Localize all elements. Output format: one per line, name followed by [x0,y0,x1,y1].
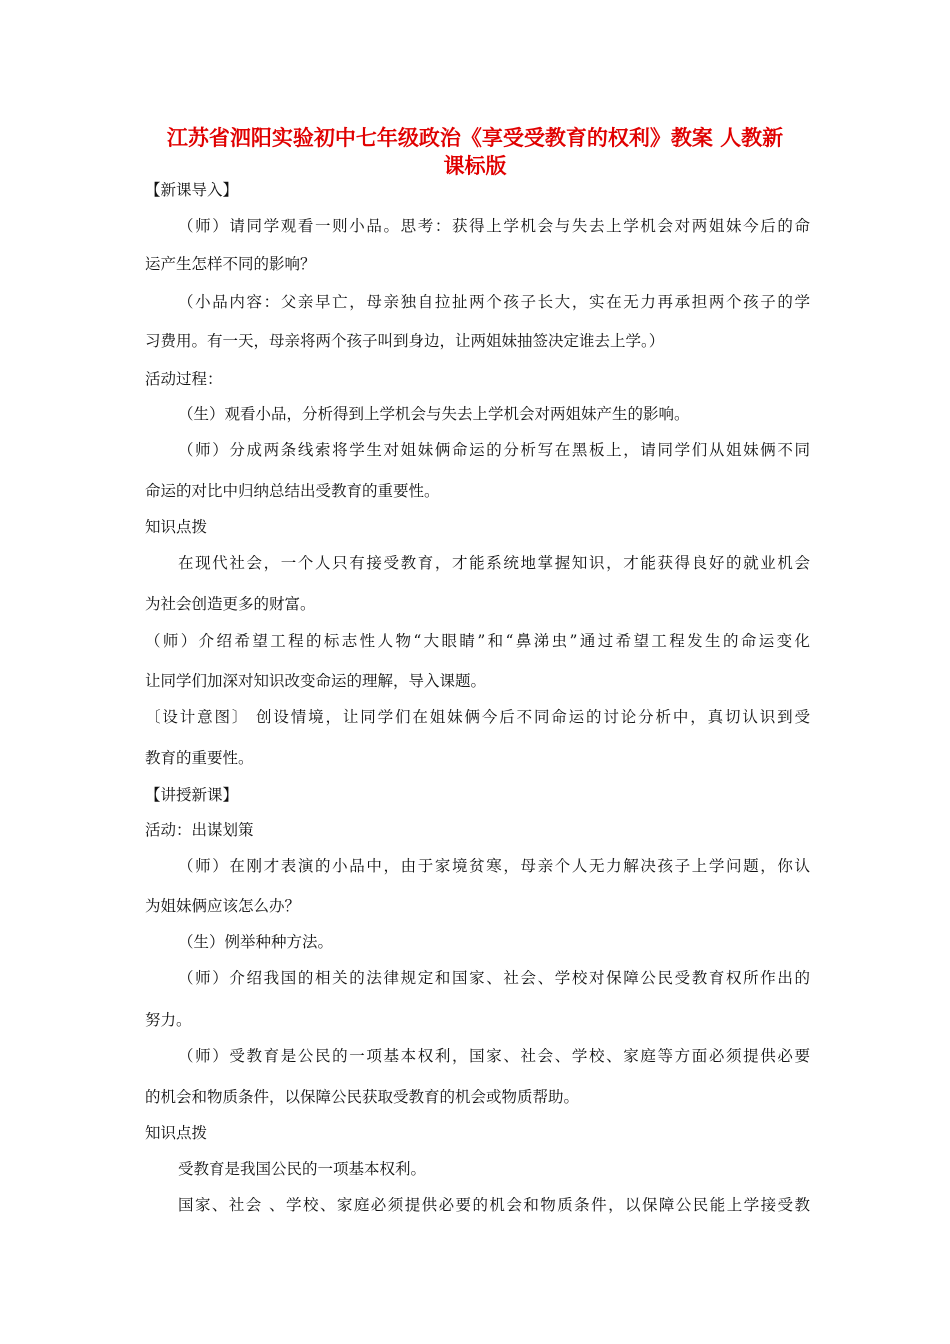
paragraph-line: 让同学们加深对知识改变命运的理解，导入课题。 [145,672,487,690]
section-heading-new-lesson: 【讲授新课】 [145,786,239,804]
paragraph-line: 教育的重要性。 [145,749,254,767]
paragraph-line: （师）受教育是公民的一项基本权利，国家、社会、学校、家庭等方面必须提供必要 [178,1047,810,1065]
paragraph-line: （生）观看小品，分析得到上学机会与失去上学机会对两姐妹产生的影响。 [178,405,690,423]
paragraph-line: 习费用。有一天，母亲将两个孩子叫到身边，让两姐妹抽签决定谁去上学。） [145,332,665,350]
paragraph-line: 运产生怎样不同的影响？ [145,255,316,273]
paragraph-line: 在现代社会，一个人只有接受教育，才能系统地掌握知识，才能获得良好的就业机会 [178,554,810,572]
document-title-line-2: 课标版 [443,153,507,178]
paragraph-line: （生）例举种种方法。 [178,933,334,951]
paragraph-line: 为社会创造更多的财富。 [145,595,316,613]
paragraph-line: 国家、社会 、学校、家庭必须提供必要的机会和物质条件，以保障公民能上学接受教 [178,1196,810,1214]
activity-label: 活动过程： [145,370,223,388]
paragraph-line: 命运的对比中归纳总结出受教育的重要性。 [145,482,440,500]
section-heading-intro: 【新课导入】 [145,181,239,199]
paragraph-line: 努力。 [145,1011,192,1029]
paragraph-line: （小品内容：父亲早亡，母亲独自拉扯两个孩子长大，实在无力再承担两个孩子的学 [178,293,810,311]
design-intent-line: 〔设计意图〕 创设情境，让同学们在姐妹俩今后不同命运的讨论分析中，真切认识到受 [145,708,810,726]
activity-label: 活动：出谋划策 [145,821,254,839]
document-title-line-1: 江苏省泗阳实验初中七年级政治《享受受教育的权利》教案 人教新 [166,125,784,150]
knowledge-label: 知识点拨 [145,1124,208,1142]
paragraph-line: （师）在刚才表演的小品中，由于家境贫寒，母亲个人无力解决孩子上学问题，你认 [178,857,810,875]
paragraph-line: 为姐妹俩应该怎么办？ [145,897,301,915]
paragraph-line: 的机会和物质条件，以保障公民获取受教育的机会或物质帮助。 [145,1088,580,1106]
paragraph-line: （师）介绍希望工程的标志性人物“大眼睛”和“鼻涕虫”通过希望工程发生的命运变化 [145,632,810,650]
paragraph-line: （师）请同学观看一则小品。思考：获得上学机会与失去上学机会对两姐妹今后的命 [178,217,810,235]
paragraph-line: （师）介绍我国的相关的法律规定和国家、社会、学校对保障公民受教育权所作出的 [178,969,810,987]
paragraph-line: 受教育是我国公民的一项基本权利。 [178,1160,427,1178]
knowledge-label: 知识点拨 [145,518,208,536]
paragraph-line: （师）分成两条线索将学生对姐妹俩命运的分析写在黑板上，请同学们从姐妹俩不同 [178,441,810,459]
